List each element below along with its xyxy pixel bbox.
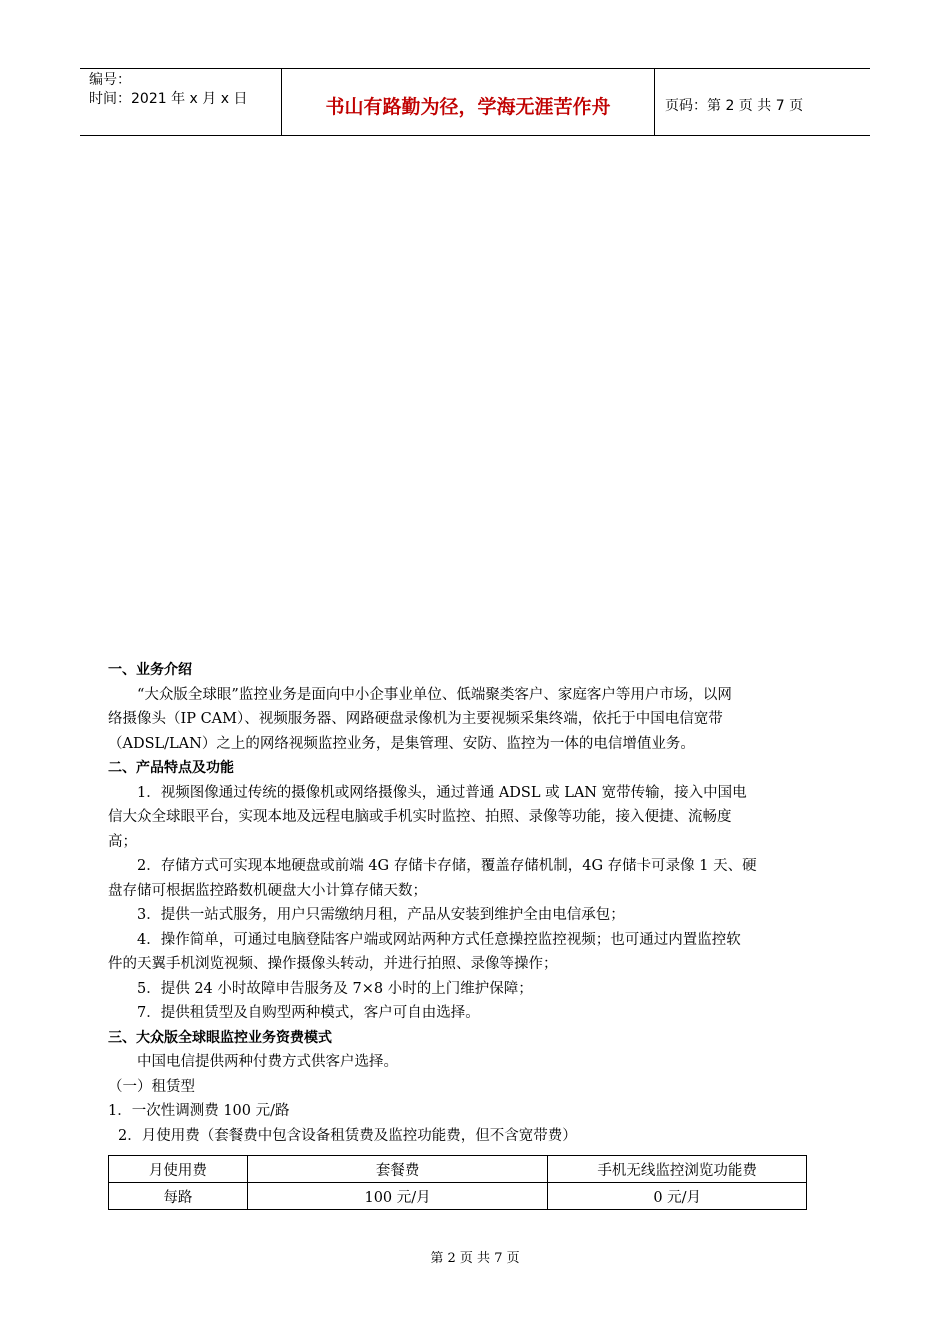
document-date-label: 时间：2021 年 x 月 x 日: [89, 91, 248, 107]
list-item-continued: 件的天翼手机浏览视频、操作摄像头转动，并进行拍照、录像等操作；: [108, 956, 558, 972]
fee-item: 1．一次性调测费 100 元/路: [108, 1103, 290, 1119]
header-page-number: 页码：第 2 页 共 7 页: [665, 98, 804, 114]
section-heading: 三、大众版全球眼监控业务资费模式: [108, 1029, 332, 1046]
header-table: [80, 68, 870, 136]
table-cell: 每路: [109, 1183, 248, 1210]
header-meta-cell: [80, 69, 282, 135]
section-heading: 一、业务介绍: [108, 662, 192, 678]
paragraph-line: 络摄像头（IP CAM）、视频服务器、网路硬盘录像机为主要视频采集终端，依托于中国电信宽带: [108, 711, 723, 727]
table-row: [109, 1183, 807, 1210]
table-header-row: [109, 1156, 807, 1183]
fee-table: [108, 1155, 807, 1210]
paragraph-line: （ADSL/LAN）之上的网络视频监控业务，是集管理、安防、监控为一体的电信增值业务。: [108, 735, 695, 752]
list-item: 5．提供 24 小时故障申告服务及 7×8 小时的上门维护保障；: [137, 980, 533, 997]
table-header-cell: 手机无线监控浏览功能费: [548, 1156, 807, 1183]
list-item: 4．操作简单，可通过电脑登陆客户端或网站两种方式任意操控监控视频；也可通过内置监控软: [137, 931, 741, 948]
paragraph-line: 中国电信提供两种付费方式供客户选择。: [137, 1054, 398, 1070]
table-cell: 0 元/月: [548, 1183, 807, 1210]
document-number-label: 编号：: [89, 72, 131, 88]
table-header-cell: 套餐费: [247, 1156, 548, 1183]
section-heading: 二、产品特点及功能: [108, 760, 234, 776]
list-item: 2．存储方式可实现本地硬盘或前端 4G 存储卡存储，覆盖存储机制，4G 存储卡可录像 1 天、硬: [137, 858, 757, 874]
paragraph-line: “大众版全球眼”监控业务是面向中小企事业单位、低端聚类客户、家庭客户等用户市场，以网: [137, 686, 732, 703]
table-cell: 100 元/月: [247, 1183, 548, 1210]
header-motto: 书山有路勤为径，学海无涯苦作舟: [282, 69, 655, 135]
list-item: 7．提供租赁型及自购型两种模式，客户可自由选择。: [137, 1005, 480, 1021]
list-item-continued: 盘存储可根据监控路数机硬盘大小计算存储天数；: [108, 882, 427, 899]
page-footer: 第 2 页 共 7 页: [430, 1251, 520, 1266]
document-body: [108, 658, 843, 1148]
fee-item: 2．月使用费（套餐费中包含设备租赁费及监控功能费，但不含宽带费）: [118, 1127, 577, 1144]
subsection-heading: （一）租赁型: [108, 1078, 195, 1095]
table-header-cell: 月使用费: [109, 1156, 248, 1183]
list-item-continued: 高；: [108, 833, 137, 850]
list-item: 1．视频图像通过传统的摄像机或网络摄像头，通过普通 ADSL 或 LAN 宽带传输，接入中国电: [137, 784, 747, 801]
list-item-continued: 信大众全球眼平台，实现本地及远程电脑或手机实时监控、拍照、录像等功能，接入便捷、流畅度: [108, 809, 732, 825]
list-item: 3．提供一站式服务，用户只需缴纳月租，产品从安装到维护全由电信承包；: [137, 907, 625, 923]
